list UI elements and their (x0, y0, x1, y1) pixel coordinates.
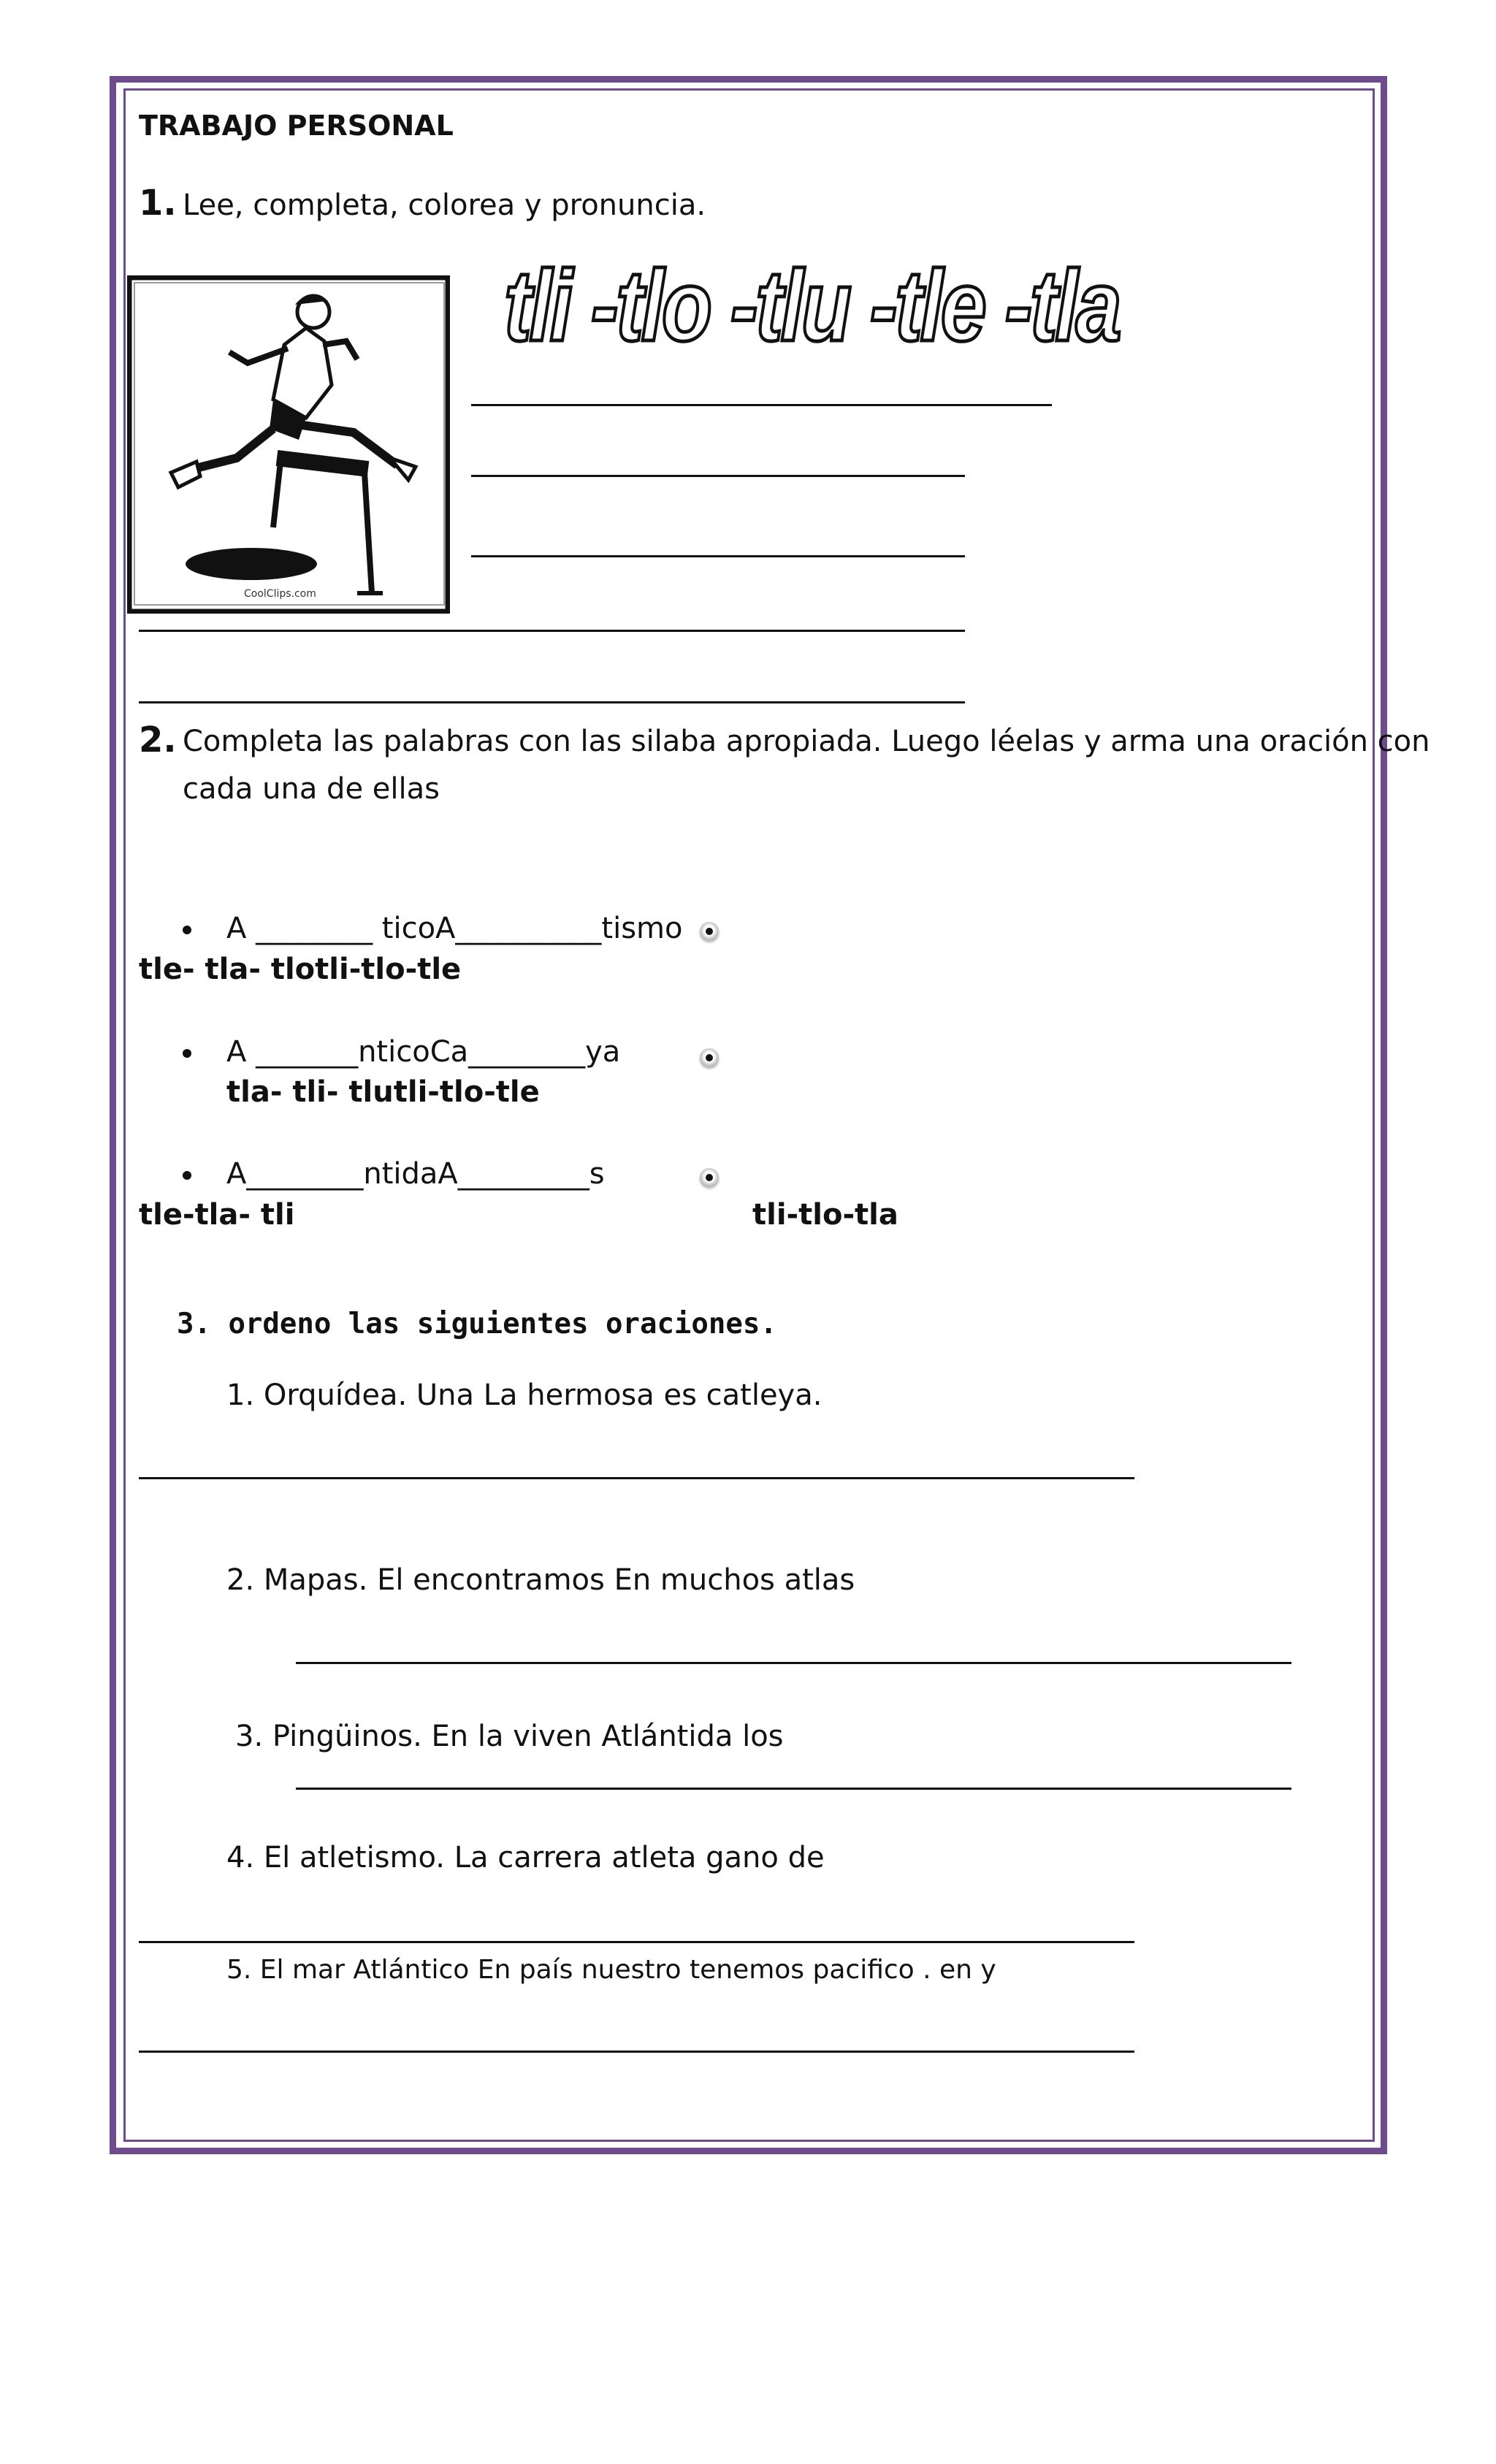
syllable-options: tla- tli- tlutli-tlo-tle (226, 1075, 540, 1109)
sentence-item: 4. El atletismo. La carrera atleta gano de (226, 1841, 825, 1874)
sentence-item: 1. Orquídea. Una La hermosa es catleya. (226, 1378, 823, 1412)
radio-option[interactable] (700, 1048, 719, 1067)
fill-word-item: A _______nticoCa________ya (226, 1035, 621, 1069)
section2-instruction-line1: Completa las palabras con las silaba apropiada. Luego léelas y arma una oración con (183, 725, 1430, 758)
answer-line (296, 1662, 1291, 1664)
section2-instruction-line2: cada una de ellas (183, 772, 440, 806)
answer-line (139, 2051, 1134, 2053)
answer-line (139, 630, 965, 632)
answer-line (471, 404, 1052, 406)
radio-option[interactable] (700, 1168, 719, 1187)
worksheet-title: TRABAJO PERSONAL (139, 110, 454, 142)
sentence-item: 2. Mapas. El encontramos En muchos atlas (226, 1563, 855, 1597)
section1-number: 1. (139, 183, 177, 224)
answer-line (139, 1477, 1134, 1479)
syllable-options: tle-tla- tli (139, 1198, 295, 1232)
bullet (183, 1171, 191, 1180)
athlete-image (127, 275, 450, 614)
sentence-item: 5. El mar Atlántico En país nuestro tenemos pacifico . en y (226, 1955, 996, 1985)
bullet (183, 926, 191, 934)
syllable-options: tle- tla- tlotli-tlo-tle (139, 953, 462, 986)
section3-heading: 3. ordeno las siguientes oraciones. (177, 1308, 777, 1340)
image-caption: CoolClips.com (244, 588, 316, 600)
answer-line (296, 1788, 1291, 1790)
syllable-options-right: tli-tlo-tla (752, 1198, 898, 1232)
sentence-item: 3. Pingüinos. En la viven Atlántida los (235, 1720, 784, 1753)
answer-line (139, 701, 965, 703)
section1-instruction: Lee, completa, colorea y pronuncia. (183, 188, 706, 222)
syllables-title: tli -tlo -tlu -tle -tla (504, 250, 1120, 362)
section2-number: 2. (139, 720, 177, 760)
radio-option[interactable] (700, 922, 719, 941)
bullet (183, 1049, 191, 1058)
answer-line (471, 475, 965, 477)
answer-line (139, 1941, 1134, 1943)
fill-word-item: A ________ ticoA__________tismo (226, 912, 683, 945)
answer-line (471, 555, 965, 557)
fill-word-item: A________ntidaA_________s (226, 1157, 605, 1191)
